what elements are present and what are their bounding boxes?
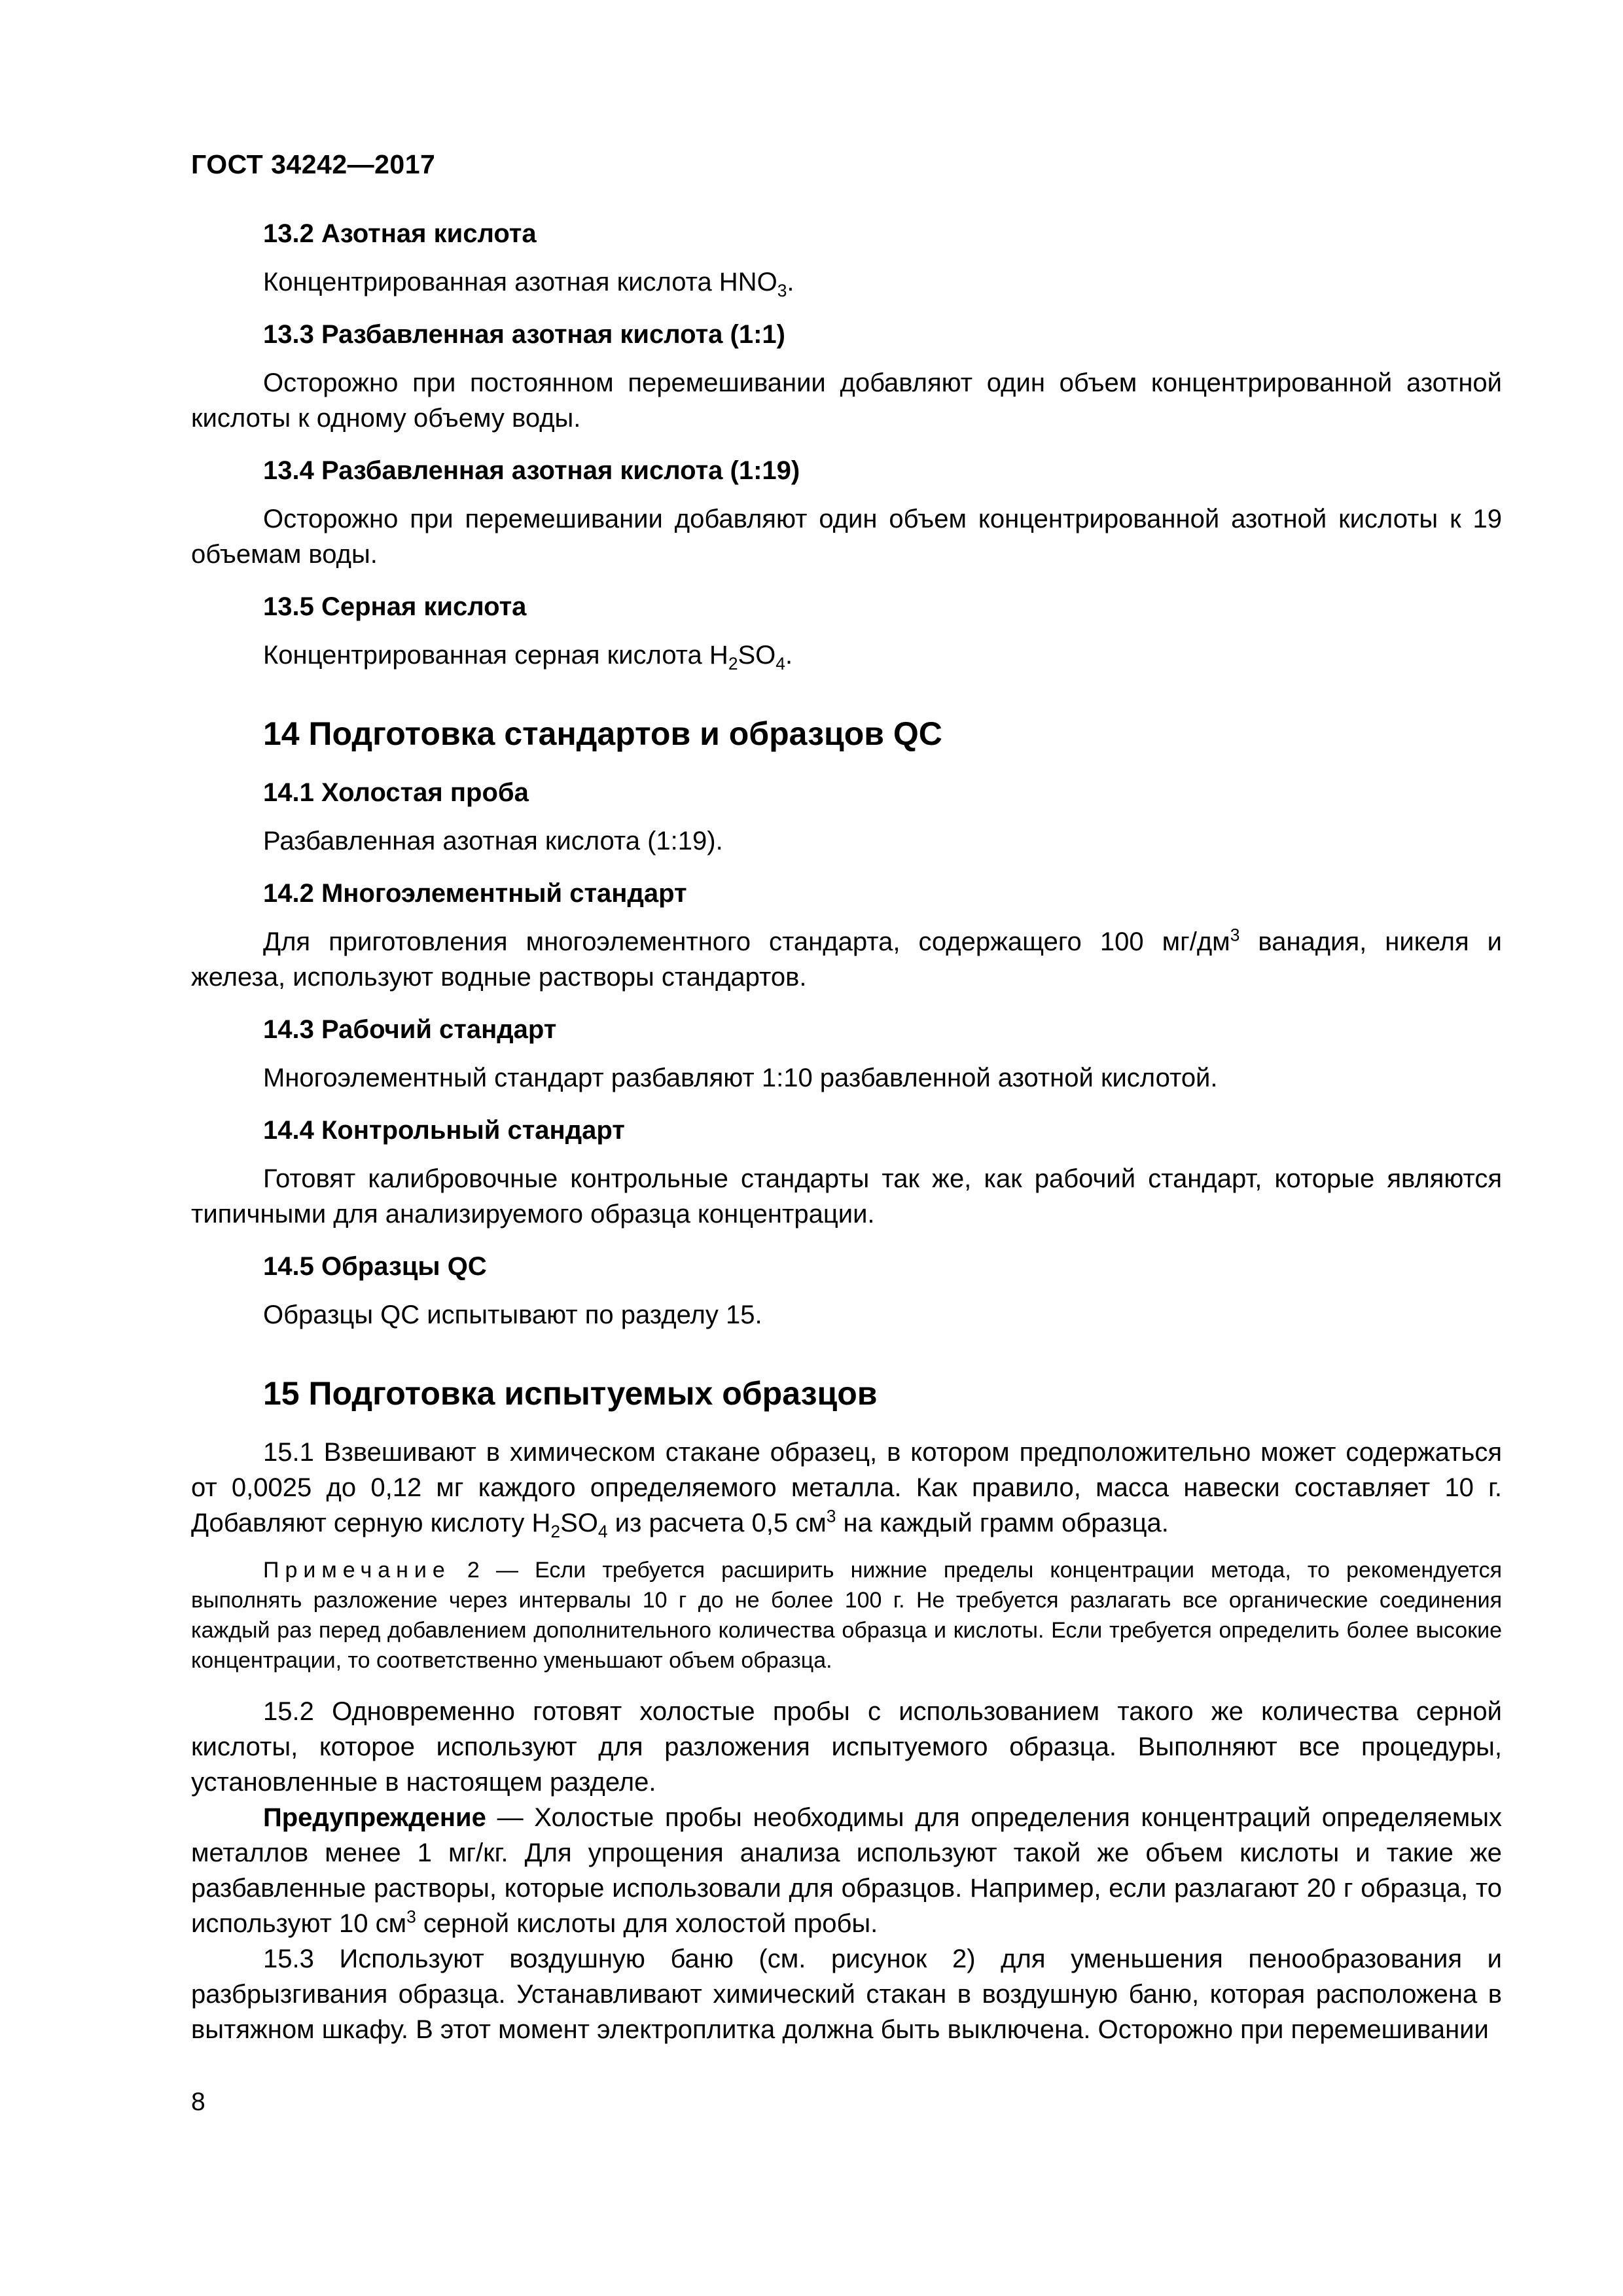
section-15-title: 15 Подготовка испытуемых образцов <box>263 1375 878 1412</box>
subsection-14-5-title: 14.5 Образцы QC <box>263 1252 487 1281</box>
subsection-14-1-title: 14.1 Холостая проба <box>263 778 529 807</box>
page-number: 8 <box>191 2088 205 2116</box>
note-2: Примечание 2 — Если требуется расширить нижние пределы концентрации метода, то рекомендуется выполнять разложение через интервалы 10 г до не более 100 г. Не требуется разлагать все органические соединения каждый раз перед добавлением дополнительного количества образца и кислоты. Если требуется определить более высокие концентрации, то соответственно уменьшают объем образца. <box>191 1558 1502 1673</box>
paragraph-15-3: 15.3 Используют воздушную баню (см. рисунок 2) для уменьшения пенообразования и разбрызгивания образца. Устанавливают химический стакан в воздушную баню, которая расположена в вытяжном шкафу. В этот момент электроплитка должна быть выключена. Осторожно при перемешивании <box>191 1945 1502 2044</box>
subsection-14-5-text: Образцы QC испытывают по разделу 15. <box>263 1300 762 1329</box>
subsection-14-2-text: Для приготовления многоэлементного стандарта, содержащего 100 $мг/дм^3$ ванадия, никеля и железа, используют водные растворы стандартов. <box>191 925 1503 992</box>
warning-label: Предупреждение <box>263 1803 486 1832</box>
subsection-14-2-title: 14.2 Многоэлементный стандарт <box>263 879 687 908</box>
section-14-title: 14 Подготовка стандартов и образцов QC <box>263 715 942 752</box>
subsection-13-4-title: 13.4 Разбавленная азотная кислота (1:19) <box>263 456 800 485</box>
subsection-14-3-title: 14.3 Рабочий стандарт <box>263 1015 557 1044</box>
subsection-13-5-title: 13.5 Серная кислота <box>263 592 527 621</box>
subsection-13-2-text: Концентрированная азотная кислота $HNO_3$. <box>263 268 794 300</box>
warning-paragraph: Предупреждение — Холостые пробы необходимы для определения концентраций определяемых металлов менее 1 мг/кг. Для упрощения анализа используют такой же объем кислоты и такие же разбавленные растворы, которые использовали для образцов. Например, если разлагают 20 г образца, то используют 10 $см^3$ серной кислоты для холостой пробы. <box>191 1803 1502 1938</box>
subsection-13-2-title: 13.2 Азотная кислота <box>263 219 537 248</box>
note-label: Примечание <box>263 1558 451 1583</box>
paragraph-15-1: 15.1 Взвешивают в химическом стакане образец, в котором предположительно может содержаться от 0,0025 до 0,12 мг каждого определяемого металла. Как правило, масса навески составляет 10 г. Добавляют серную кислоту $H_2SO_4$ из расчета 0,5 $см^3$ на каждый грамм образца. <box>191 1438 1502 1541</box>
paragraph-15-2: 15.2 Одновременно готовят холостые пробы с использованием такого же количества серной кислоты, которое используют для разложения испытуемого образца. Выполняют все процедуры, установленные в настоящем разделе. <box>191 1697 1502 1797</box>
subsection-13-3-title: 13.3 Разбавленная азотная кислота (1:1) <box>263 320 785 349</box>
subsection-13-5-text: Концентрированная серная кислота $H_2SO_4$. <box>263 641 793 673</box>
subsection-14-4-text: Готовят калибровочные контрольные стандарты так же, как рабочий стандарт, которые являются типичными для анализируемого образца концентрации. <box>191 1164 1502 1229</box>
subsection-13-3-text: Осторожно при постоянном перемешивании добавляют один объем концентрированной азотной кислоты к одному объему воды. <box>191 368 1502 433</box>
document-header: ГОСТ 34242—2017 <box>191 149 436 179</box>
subsection-13-4-text: Осторожно при перемешивании добавляют один объем концентрированной азотной кислоты к 19 объемам воды. <box>191 505 1502 569</box>
subsection-14-3-text: Многоэлементный стандарт разбавляют 1:10 разбавленной азотной кислотой. <box>263 1064 1218 1092</box>
page-content <box>191 216 1502 2047</box>
subsection-14-4-title: 14.4 Контрольный стандарт <box>263 1116 625 1145</box>
subsection-14-1-text: Разбавленная азотная кислота (1:19). <box>263 827 723 855</box>
